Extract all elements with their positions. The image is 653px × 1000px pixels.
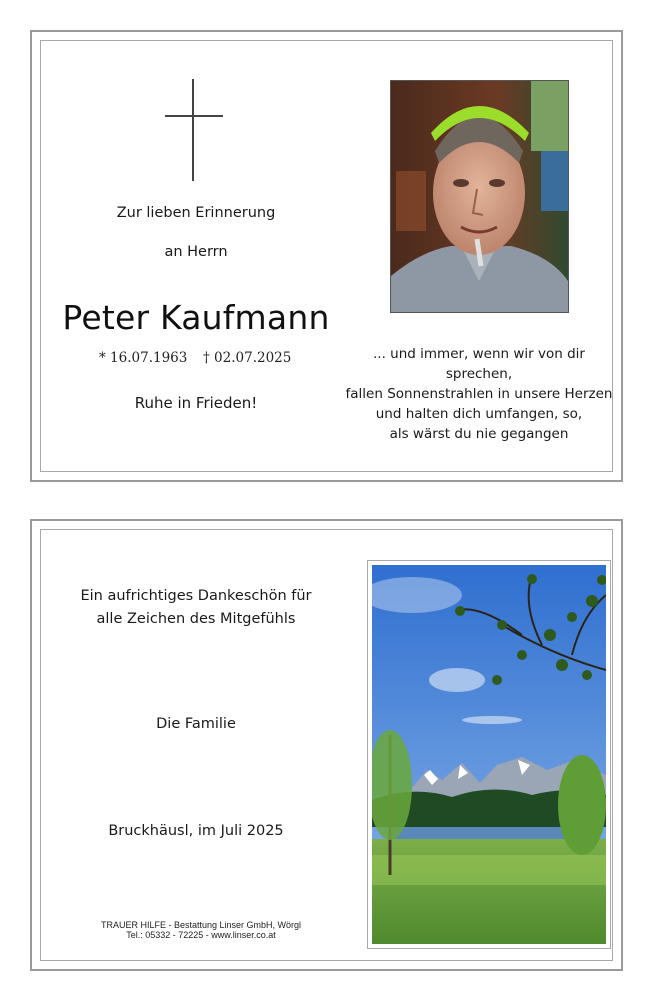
quote-line: ... und immer, wenn wir von dir sprechen, (373, 346, 585, 382)
thanks-line: Ein aufrichtiges Dankeschön für (80, 588, 312, 604)
funeral-home-footer (81, 920, 321, 940)
cross-icon (192, 79, 194, 181)
cross-icon-bar (165, 115, 223, 117)
farewell-line: Ruhe in Frieden! (134, 394, 258, 412)
inner-border (40, 40, 613, 472)
quote-line: und halten dich umfangen, so, (375, 406, 583, 422)
quote-line: als wärst du nie gegangen (389, 426, 569, 442)
salutation-line: an Herrn (164, 244, 228, 260)
birth-date: * 16.07.1963 (99, 350, 188, 366)
thanks-text (61, 585, 331, 631)
landscape-photo (372, 565, 606, 944)
death-date: † 02.07.2025 (203, 350, 292, 366)
thanks-line: alle Zeichen des Mitgefühls (96, 611, 296, 627)
memorial-card-back (30, 519, 623, 971)
portrait-photo (390, 80, 569, 313)
landscape-photo-frame (367, 560, 611, 949)
memorial-card-front (30, 30, 623, 482)
footer-company: TRAUER HILFE - Bestattung Linser GmbH, Wörgl (100, 920, 302, 930)
place-date: Bruckhäusl, im Juli 2025 (108, 823, 284, 839)
deceased-name: Peter Kaufmann (62, 298, 330, 337)
quote-text (341, 344, 617, 444)
footer-contact: Tel.: 05332 - 72225 - www.linser.co.at (126, 930, 276, 940)
family-signature: Die Familie (156, 716, 236, 732)
inner-border (40, 529, 613, 961)
remembrance-line: Zur lieben Erinnerung (116, 205, 276, 221)
quote-line: fallen Sonnenstrahlen in unsere Herzen (345, 386, 613, 402)
